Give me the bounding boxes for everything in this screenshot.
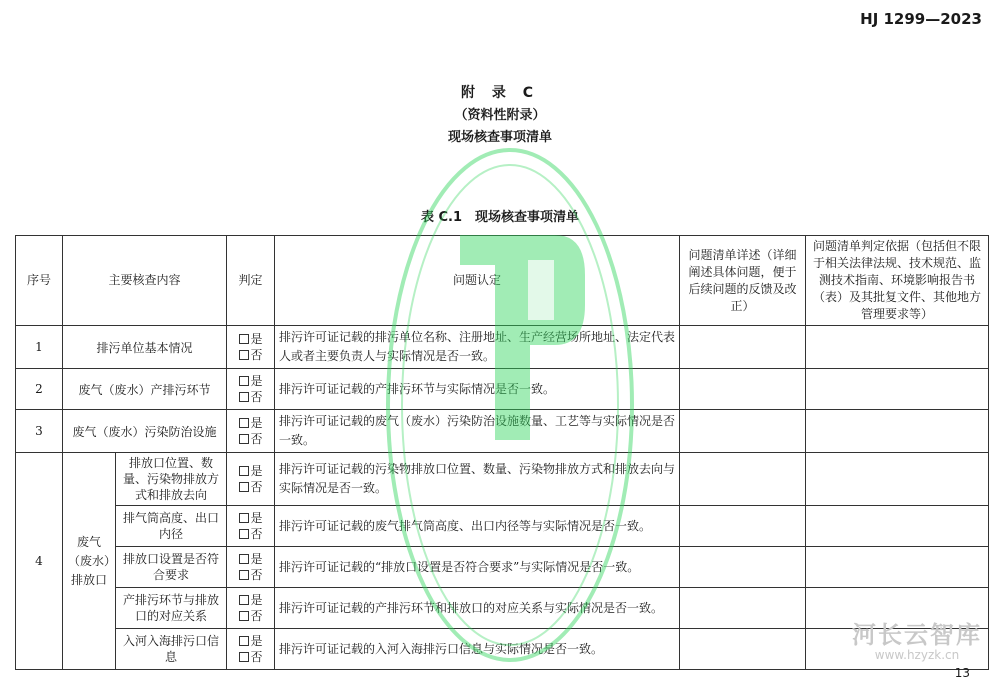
row-finding: 排污许可证记载的入河入海排污口信息与实际情况是否一致。 [275,629,680,670]
yes-label: 是 [250,552,263,566]
checkbox-yes[interactable] [239,334,249,344]
appendix-title: 附 录 C [460,85,540,101]
row-detail[interactable] [680,547,806,588]
yes-label: 是 [250,464,263,478]
judge-cell [227,410,275,453]
table-row [16,453,989,506]
row-seq: 4 [16,453,63,670]
row-finding: 排污许可证记载的产排污环节与实际情况是否一致。 [275,369,680,410]
row-basis[interactable] [806,369,989,410]
judge-cell [227,453,275,506]
yes-label: 是 [250,374,263,388]
site-watermark-title: 河长云智库 [852,621,982,649]
no-label: 否 [250,568,263,582]
appendix-type: （资料性附录） [454,108,546,123]
table-row [16,588,989,629]
row-seq: 1 [16,326,63,369]
row-detail[interactable] [680,588,806,629]
judge-cell [227,326,275,369]
checkbox-no[interactable] [239,652,249,662]
row-seq: 2 [16,369,63,410]
no-label: 否 [250,432,263,446]
checkbox-no[interactable] [239,392,249,402]
sub-content: 产排污环节与排放口的对应关系 [116,588,227,629]
table-header-row [16,236,989,326]
judge-cell [227,547,275,588]
checkbox-no[interactable] [239,570,249,580]
header-seq: 序号 [16,236,63,326]
judge-cell [227,369,275,410]
sub-content: 排放口设置是否符合要求 [116,547,227,588]
checklist-table [15,235,989,670]
checkbox-no[interactable] [239,350,249,360]
no-label: 否 [250,650,263,664]
yes-label: 是 [250,332,263,346]
table-row [16,410,989,453]
row-basis[interactable] [806,410,989,453]
yes-label: 是 [250,634,263,648]
yes-label: 是 [250,416,263,430]
sub-content: 排气筒高度、出口内径 [116,506,227,547]
row-content: 废气（废水）产排污环节 [63,369,227,410]
no-label: 否 [250,348,263,362]
header-basis: 问题清单判定依据（包括但不限于相关法律法规、技术规范、监测技术指南、环境影响报告书（表）及其批复文件、其他地方管理要求等） [806,236,989,326]
table-row [16,369,989,410]
row-detail[interactable] [680,326,806,369]
site-watermark [852,615,982,662]
header-content: 主要核查内容 [63,236,227,326]
row-finding: 排污许可证记载的污染物排放口位置、数量、污染物排放方式和排放去向与实际情况是否一致。 [275,453,680,506]
checkbox-yes[interactable] [239,636,249,646]
sub-content: 排放口位置、数量、污染物排放方式和排放去向 [116,453,227,506]
checkbox-no[interactable] [239,529,249,539]
sub-content: 入河入海排污口信息 [116,629,227,670]
row-detail[interactable] [680,453,806,506]
row-content: 废气（废水）污染防治设施 [63,410,227,453]
table-row [16,547,989,588]
standard-code: HJ 1299—2023 [860,10,982,28]
row-finding: 排污许可证记载的产排污环节和排放口的对应关系与实际情况是否一致。 [275,588,680,629]
row-basis[interactable] [806,547,989,588]
checkbox-no[interactable] [239,434,249,444]
row-detail[interactable] [680,629,806,670]
checkbox-no[interactable] [239,611,249,621]
no-label: 否 [250,609,263,623]
judge-cell [227,588,275,629]
header-detail: 问题清单详述（详细阐述具体问题，便于后续问题的反馈及改正） [680,236,806,326]
row-finding: 排污许可证记载的废气（废水）污染防治设施数量、工艺等与实际情况是否一致。 [275,410,680,453]
table-row [16,629,989,670]
row-detail[interactable] [680,369,806,410]
row-finding: 排污许可证记载的废气排气筒高度、出口内径等与实际情况是否一致。 [275,506,680,547]
row-content: 排污单位基本情况 [63,326,227,369]
no-label: 否 [250,480,263,494]
checkbox-yes[interactable] [239,513,249,523]
table-caption: 表 C.1 现场核查事项清单 [420,210,580,225]
row-basis[interactable] [806,326,989,369]
checkbox-no[interactable] [239,482,249,492]
header-judge: 判定 [227,236,275,326]
row-detail[interactable] [680,410,806,453]
yes-label: 是 [250,511,263,525]
checkbox-yes[interactable] [239,595,249,605]
row-finding: 排污许可证记载的排污单位名称、注册地址、生产经营场所地址、法定代表人或者主要负责人与实际情况是否一致。 [275,326,680,369]
header-finding: 问题认定 [275,236,680,326]
row-basis[interactable] [806,453,989,506]
row-seq: 3 [16,410,63,453]
no-label: 否 [250,527,263,541]
row-detail[interactable] [680,506,806,547]
no-label: 否 [250,390,263,404]
judge-cell [227,629,275,670]
checkbox-yes[interactable] [239,466,249,476]
row-content: 废气（废水）排放口 [63,453,116,670]
page-number: 13 [954,666,970,680]
row-basis[interactable] [806,506,989,547]
table-row [16,506,989,547]
judge-cell [227,506,275,547]
table-row [16,326,989,369]
site-watermark-url: www.hzyzk.cn [874,648,960,662]
checkbox-yes[interactable] [239,418,249,428]
yes-label: 是 [250,593,263,607]
checkbox-yes[interactable] [239,376,249,386]
row-finding: 排污许可证记载的“排放口设置是否符合要求”与实际情况是否一致。 [275,547,680,588]
appendix-name: 现场核查事项清单 [447,130,552,145]
checkbox-yes[interactable] [239,554,249,564]
